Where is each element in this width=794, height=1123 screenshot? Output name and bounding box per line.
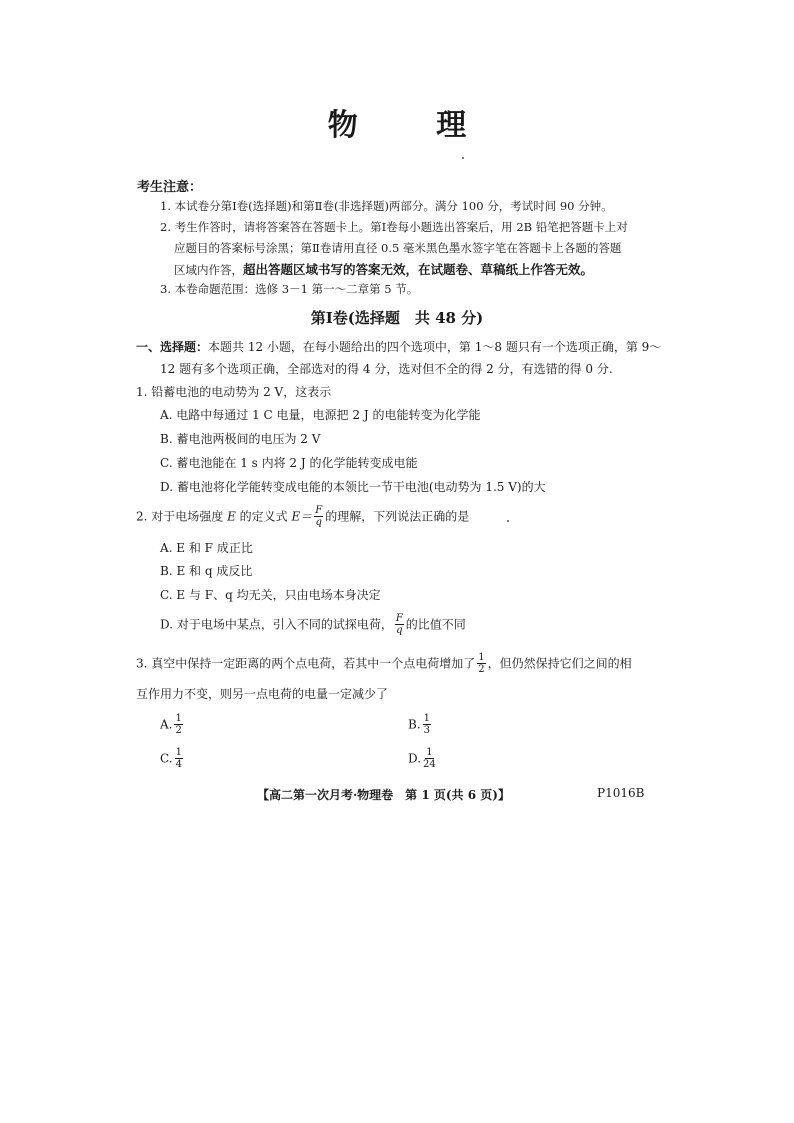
q3-option-a-den: 2 bbox=[175, 725, 182, 736]
q2-stem-part-1: 2. 对于电场强度 bbox=[136, 509, 228, 524]
q3-stem-part-2: ，但仍然保持它们之间的相 bbox=[487, 656, 632, 671]
q3-stem-fraction bbox=[477, 653, 485, 675]
scan-speck bbox=[462, 157, 464, 159]
q3-option-b-label: B. bbox=[408, 717, 421, 732]
q2-stem-part-2: 的定义式 bbox=[235, 509, 292, 524]
q2-option-d-fraction-num: F bbox=[395, 613, 403, 624]
page-footer: 【高二第一次月考·物理卷 第 1 页(共 6 页)】 bbox=[257, 788, 510, 802]
q2-fraction-den: q bbox=[315, 517, 322, 528]
q3-option-c-fraction bbox=[175, 748, 183, 770]
q3-option-c-num: 1 bbox=[175, 747, 182, 758]
paper-code: P1016B bbox=[597, 786, 645, 800]
q3-option-c-den: 4 bbox=[175, 759, 182, 770]
q3-stem bbox=[136, 653, 632, 675]
q1-stem: 1. 铅蓄电池的电动势为 2 V，这表示 bbox=[136, 385, 332, 399]
q3-stem-part-1: 3. 真空中保持一定距离的两个点电荷，若其中一个点电荷增加了 bbox=[136, 656, 476, 671]
notice-item-2-cont: 应题目的答案标号涂黑；第Ⅱ卷请用直径 0.5 毫米黑色墨水签字笔在答题卡上各题的答题 bbox=[174, 241, 622, 255]
q3-option-b-den: 3 bbox=[423, 725, 431, 736]
q3-stem-fraction-den: 2 bbox=[478, 664, 485, 675]
q2-option-d-part-1: D. 对于电场中某点，引入不同的试探电荷， bbox=[160, 617, 393, 632]
scan-speck bbox=[507, 520, 509, 522]
section-instructions-line-2: 12 题有多个选项正确，全部选对的得 4 分，选对但不全的得 2 分，有选错的得 0 分. bbox=[160, 362, 613, 376]
q1-option-d: D. 蓄电池将化学能转变成电能的本领比一节干电池(电动势为 1.5 V)的大 bbox=[160, 480, 546, 494]
notice-item-2: 2. 考生作答时，请将答案答在答题卡上。第Ⅰ卷每小题选出答案后，用 2B 铅笔把答题卡上对 bbox=[160, 220, 628, 234]
notice-emphasis: 超出答题区域书写的答案无效，在试题卷、草稿纸上作答无效。 bbox=[243, 262, 594, 277]
notice-item-2-end bbox=[174, 260, 593, 278]
notice-item-2-end-text: 区域内作答， bbox=[174, 263, 243, 277]
q3-option-a-fraction bbox=[174, 714, 182, 736]
q3-option-b bbox=[408, 714, 433, 736]
section-instructions-lead: 一、选择题： bbox=[136, 340, 209, 354]
q3-option-a bbox=[160, 714, 185, 736]
q2-option-d-fraction bbox=[395, 614, 404, 636]
q3-option-d-label: D. bbox=[408, 751, 422, 766]
q1-option-a: A. 电路中每通过 1 C 电量，电源把 2 J 的电能转变为化学能 bbox=[160, 408, 481, 422]
q1-option-b: B. 蓄电池两极间的电压为 2 V bbox=[160, 432, 321, 446]
notice-heading: 考生注意： bbox=[137, 180, 203, 195]
q3-option-b-num: 1 bbox=[423, 713, 431, 724]
section-instructions-text-1: 本题共 12 小题，在每小题给出的四个选项中，第 1～8 题只有一个选项正确，第 9～ bbox=[208, 340, 662, 354]
q3-option-d bbox=[408, 748, 438, 770]
q3-option-a-label: A. bbox=[160, 717, 173, 732]
q2-fraction bbox=[314, 506, 323, 528]
q3-option-d-den: 24 bbox=[423, 759, 436, 770]
q2-option-d-fraction-den: q bbox=[396, 625, 403, 636]
q2-option-a: A. E 和 F 成正比 bbox=[160, 541, 253, 555]
q3-option-d-num: 1 bbox=[426, 747, 433, 758]
section-title: 第Ⅰ卷(选择题 共 48 分) bbox=[310, 309, 484, 327]
notice-item-3: 3. 本卷命题范围：选修 3－1 第一～二章第 5 节。 bbox=[160, 282, 419, 296]
q2-option-c: C. E 与 F、q 均无关，只由电场本身决定 bbox=[160, 588, 381, 602]
q3-option-c bbox=[160, 748, 185, 770]
q3-option-d-fraction bbox=[423, 748, 436, 770]
q2-fraction-num: F bbox=[315, 505, 323, 516]
q3-stem-line-2: 互作用力不变，则另一点电荷的电量一定减少了 bbox=[136, 687, 389, 701]
q2-option-b: B. E 和 q 成反比 bbox=[160, 564, 253, 578]
q3-stem-fraction-num: 1 bbox=[478, 652, 485, 663]
q3-option-a-num: 1 bbox=[175, 713, 182, 724]
notice-item-1: 1. 本试卷分第Ⅰ卷(选择题)和第Ⅱ卷(非选择题)两部分。满分 100 分，考试时间 90 分钟。 bbox=[160, 199, 613, 213]
q1-option-c: C. 蓄电池能在 1 s 内将 2 J 的化学能转变成电能 bbox=[160, 456, 418, 470]
page-title: 物 理 bbox=[327, 108, 501, 143]
q2-equation: E＝ bbox=[291, 509, 313, 524]
q2-stem bbox=[136, 506, 469, 528]
q2-stem-part-3: 的理解，下列说法正确的是 bbox=[325, 509, 470, 524]
q2-option-d-part-2: 的比值不同 bbox=[405, 617, 466, 632]
q2-option-d bbox=[160, 614, 466, 636]
q3-option-c-label: C. bbox=[160, 751, 173, 766]
section-instructions-line-1 bbox=[136, 338, 661, 355]
q2-symbol-e: E bbox=[227, 509, 236, 524]
q3-option-b-fraction bbox=[423, 714, 431, 736]
